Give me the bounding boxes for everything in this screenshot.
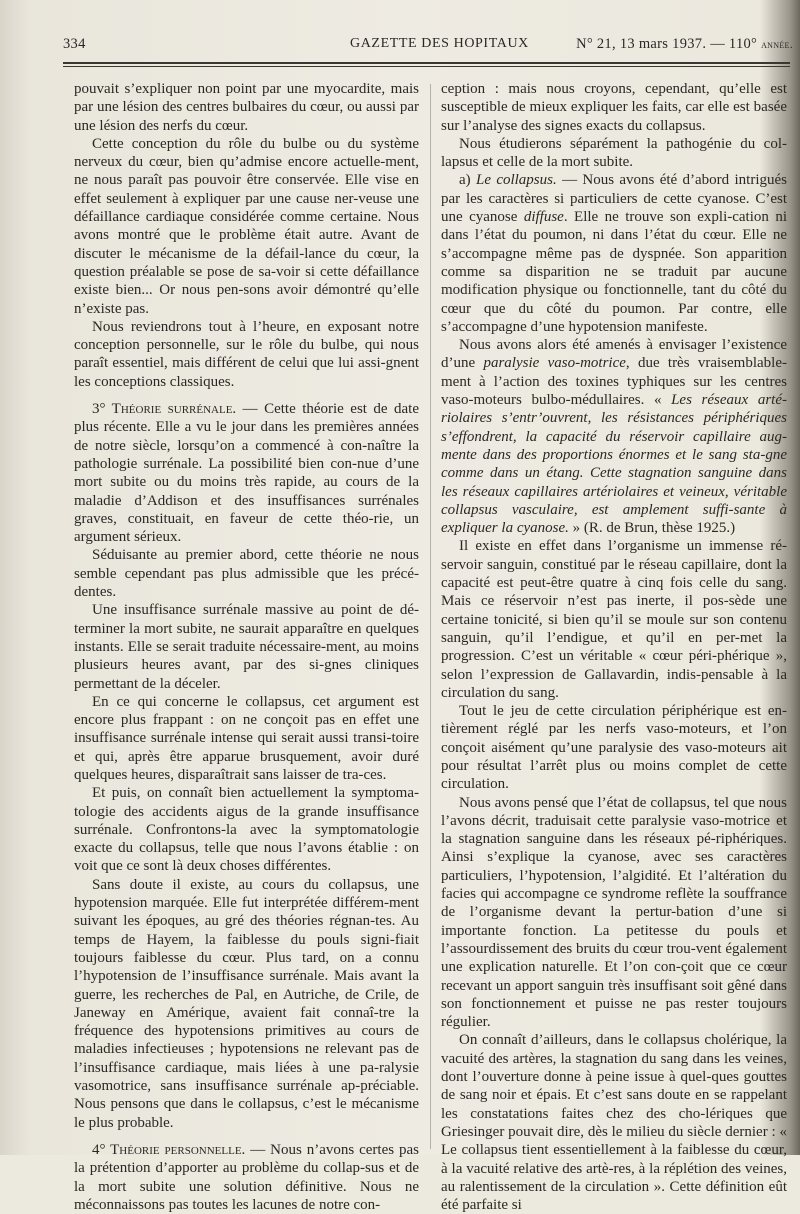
section-heading-personnelle: 4° Théorie personnelle. (92, 1141, 246, 1158)
right-paragraph-6: Tout le jeu de cette circulation périphérique est en-tièrement réglé par les nerfs vaso-moteurs, et l’on conçoit aisément qu’une paralysie des vaso-moteurs ait pour résultat l’arrêt plus ou moins complet de cette circulation. (441, 703, 787, 793)
section-heading-surrenale: 3° Théorie surrénale. (92, 401, 237, 418)
right-paragraph-5: Il existe en effet dans l’organisme un immense ré-servoir sanguin, constitué par le réseau capillaire, dont la capacité est peut-être quatre à cinq fois celle du sang. Mais ce réservoir n’est pas inerte, il pos-sède une certaine tonicité, si bien qu’il se moule sur son contenu sanguin, qu’il l’endigue, et qu’il en per-met la progression. C’est un véritable « cœur péri-phérique », selon l’expression de Gallavardin, indis-pensable à la circulation du sang. (441, 538, 787, 701)
term-diffuse: diffuse (523, 209, 564, 226)
right-paragraph-2: Nous étudierons séparément la pathogénie du col-lapsus et celle de la mort subite. (441, 135, 787, 171)
p4-end: » (R. de Brun, thèse 1925.) (568, 520, 736, 537)
left-section-3 (74, 400, 419, 546)
left-paragraph-6: Une insuffisance surrénale massive au point de dé-terminer la mort subite, ne saurait apparaître en quelques instants. Elle se serait traduite nécessaire-ment, au moins plusieurs heures avant, par des si-gnes cliniques permettant de la déceler. (74, 602, 419, 692)
page-header (63, 34, 793, 56)
p4-mid: , due très vraisemblable-ment à l’action des toxines typhiques sur les centres vaso-moteurs bulbo-médullaires. « (441, 355, 787, 409)
left-section-4 (74, 1141, 419, 1214)
left-paragraph-5: Séduisante au premier abord, cette théorie ne nous semble cependant pas plus admissible que les précé-dentes. (74, 547, 419, 601)
p3-text: — Nous avons été d’abord intrigués par les caractères si particuliers de cette cyanose. C’est une cyanose (441, 172, 787, 226)
left-paragraph-2: Cette conception du rôle du bulbe ou du système nerveux du cœur, bien qu’admise encore actuelle-ment, ne nous paraît pas pouvoir être conservée. Elle vise en effet seulement à expliquer par une cause ner-veuse une défaillance cardiaque considérée comme certaine. Nous avons montré que le problème était autre. Avant de discuter le mécanisme de la défail-lance du cœur, la question préalable se pose de sa-voir si cette défaillance existe bien... Or nous pen-sons avoir démontré qu’elle n’existe pas. (74, 135, 419, 317)
right-paragraph-1: ception : mais nous croyons, cependant, qu’elle est susceptible de mieux expliquer les faits, car elle est basée sur l’analyse des signes exacts du collapsus. (441, 81, 787, 134)
column-separator (430, 84, 431, 1149)
subsection-title-collapsus: Le collapsus. (475, 172, 557, 189)
left-column (74, 80, 419, 1214)
p3-rest: . Elle ne trouve son expli-cation ni dans l’état du poumon, ni dans l’état du cœur. Elle ne s’accompagne même pas de dyspnée. Son apparition comme sa disparition ne se traduit par aucune modification physique ou fonctionnelle, tant du côté du cœur que du côté du poumon. Par contre, elle s’accompagne d’une hypotension manifeste. (441, 209, 787, 335)
p4-start: Nous avons alors été amenés à envisager l’existence d’une (441, 337, 787, 372)
right-paragraph-3 (441, 171, 787, 336)
right-paragraph-7: Nous avons pensé que l’état de collapsus, tel que nous l’avons décrit, traduisait cette paralysie vaso-motrice et la stagnation sanguine dans les réseaux pé-riphériques. Ainsi s’explique la cyanose, avec ses caractères particuliers, l’hypotension, l’algidité. Et l’altération du facies qui accompagne ce syndrome reflète la souffrance de l’organisme devant la pertur-bation d’une si importante fonction. La petitesse du pouls et l’assourdissement des bruits du cœur trou-vent également une explication naturelle. Et l’on con-çoit que ce cœur recevant un apport sanguin très insuffisant soit gêné dans son fonctionnement et puisse ne pas rester toujours régulier. (441, 794, 787, 1031)
left-paragraph-1: pouvait s’expliquer non point par une myocardite, mais par une lésion des centres bulbaires du cœur, ou aussi par une lésion des nerfs du cœur. (74, 81, 419, 134)
section-3-text: — Cette théorie est de date plus récente. Elle a vu le jour dans les premières années de notre siècle, lorsqu’on a commencé à con-naître la pathologie surrénale. La possibilité bien con-nue d’une mort subite ou du moins très rapide, au cours de la maladie d’Addison et des insuffisances surrénales graves, constituait, en faveur de cette théo-rie, un argument sérieux. (74, 401, 420, 546)
right-column (441, 80, 787, 1214)
term-paralysie: paralysie vaso-motrice (483, 355, 626, 372)
header-rule-bottom (63, 66, 790, 67)
right-paragraph-8: On connaît d’ailleurs, dans le collapsus cholérique, la vacuité des artères, la stagnation du sang dans les veines, dont l’ouverture donne à peine issue à quel-ques gouttes de sang noir et épais. Et c’est sans doute en se rappelant les constatations faites chez des cho-lériques que Griesinger pouvait dire, dès le milieu du siècle dernier : « Le collapsus tient essentiellement à la faiblesse du cœur, à la vacuité relative des artè-res, à la réplétion des veines, au ralentissement de la circulation ». Cette définition eût été parfaite si (441, 1032, 787, 1214)
right-paragraph-4 (441, 336, 787, 537)
left-paragraph-3: Nous reviendrons tout à l’heure, en exposant notre conception personnelle, sur le rôle du bulbe, qui nous paraît essentiel, mais différent de celui que lui assi-gnent les conceptions classiques. (74, 318, 419, 390)
subsection-letter: a) (459, 172, 476, 189)
left-paragraph-8: Et puis, on connaît bien actuellement la symptoma-tologie des accidents aigus de la grande insuffisance surrénale. Confrontons-la avec la symptomatologie exacte du collapsus, telle que nous l’avons établie : on voit que ce sont là deux choses différentes. (74, 785, 419, 875)
quotation-de-brun: Les réseaux arté-riolaires s’entr’ouvrent, les résistances périphériques s’effondrent, la capacité du réservoir capillaire aug-mente dans des proportions énormes et le sang sta-gne comme dans un étang. Cette stagnation sanguine dans les réseaux capillaires artériolaires et veineux, véritable collapsus vasculaire, est amplement suffi-sante à expliquer la cyanose. (441, 392, 787, 537)
issue-date: N° 21, 13 mars 1937. — 110° (576, 36, 758, 52)
issue-annee: année. (761, 37, 793, 51)
header-rule-top (63, 62, 790, 64)
left-paragraph-9: Sans doute il existe, au cours du collapsus, une hypotension marquée. Elle fut interprétée différem-ment suivant les époques, au gré des théories régnan-tes. Au temps de Hayem, la faiblesse du pouls signi-fiait toujours faiblesse du cœur. Plus tard, on a connu l’hypotension de l’insuffisance surrénale. Mais avant la guerre, les recherches de Pal, en Autriche, de Crile, de Janeway en Amérique, avaient fait connaî-tre la fréquence des hypotensions primitives au cours de maladies infectieuses ; hypotensions ne relevant pas de l’insuffisance cardiaque, mais liées à une pa-ralysie vasomotrice, sans insuffisance surrénale ap-préciable. Nous pensons que dans le collapsus, c’est le mécanisme le plus probable. (74, 876, 419, 1131)
journal-title: GAZETTE DES HOPITAUX (350, 36, 529, 51)
issue-info (576, 36, 793, 53)
section-4-text: — Nous n’avons certes pas la prétention d’apporter au problème du collap-sus et de la mort subite une solution définitive. Nous ne méconnaissons pas toutes les lacunes de notre con- (74, 1141, 419, 1213)
page-number: 334 (63, 36, 86, 52)
left-paragraph-7: En ce qui concerne le collapsus, cet argument est encore plus frappant : on ne conçoit pas en effet une insuffisance surrénale intense qui serait aussi transi-toire et qui, après être apparue brusquement, avoir duré quelques heures, disparaîtrait sans laisser de tra-ces. (74, 693, 419, 783)
